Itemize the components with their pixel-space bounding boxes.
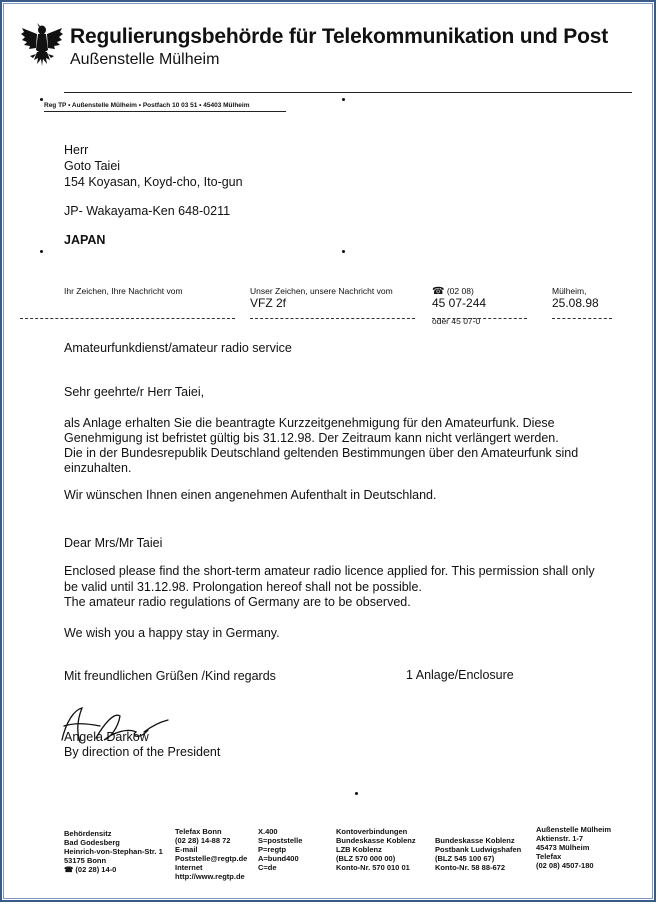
- recipient-country: JAPAN: [64, 233, 106, 247]
- recipient-city: JP- Wakayama-Ken 648-0211: [64, 204, 231, 218]
- corner-mark: [342, 98, 345, 101]
- signer-role: By direction of the President: [64, 745, 221, 759]
- recipient-street: 154 Koyasan, Koyd-cho, Ito-gun: [64, 175, 243, 189]
- phone-alternative: oder 45 07-0: [432, 316, 481, 326]
- sender-return-address: Reg TP • Außenstelle Mülheim • Postfach 10 03 51 • 45403 Mülheim: [44, 102, 250, 109]
- your-reference-label: Ihr Zeichen, Ihre Nachricht vom: [64, 286, 183, 296]
- paragraph-german-line: Die in der Bundesrepublik Deutschland geltenden Bestimmungen über den Amateurfunk sind: [64, 446, 579, 460]
- header-rule: [64, 92, 632, 93]
- wishes-german: Wir wünschen Ihnen einen angenehmen Aufenthalt in Deutschland.: [64, 488, 437, 502]
- greeting-english: Dear Mrs/Mr Taiei: [64, 536, 163, 550]
- reference-rule: [432, 318, 527, 319]
- footer-bank-accounts: Kontoverbindungen Bundeskasse Koblenz LZB Koblenz (BLZ 570 000 00) Konto-Nr. 570 010 01: [336, 827, 416, 872]
- our-reference-value: VFZ 2f: [250, 296, 287, 310]
- paragraph-english-line: The amateur radio regulations of Germany are to be observed.: [64, 595, 411, 609]
- organization-branch: Außenstelle Mülheim: [70, 51, 220, 68]
- recipient-salutation: Herr: [64, 143, 89, 157]
- federal-eagle-icon: [20, 20, 64, 68]
- paragraph-german-line: Genehmigung ist befristet gültig bis 31.12.98. Der Zeitraum kann nicht verlängert werden.: [64, 431, 559, 445]
- paragraph-english-line: be valid until 31.12.98. Prolongation hereof shall not be possible.: [64, 580, 422, 594]
- phone-extension: 45 07-244: [432, 296, 487, 310]
- recipient-name: Goto Taiei: [64, 159, 121, 173]
- footer-headquarters: Behördensitz Bad Godesberg Heinrich-von-Stephan-Str. 1 53175 Bonn ☎ (02 28) 14-0: [64, 829, 163, 874]
- footer-fax-email: Telefax Bonn (02 28) 14-88 72 E-mail Poststelle@regtp.de Internet http://www.regtp.de: [175, 827, 248, 881]
- reference-rule: [552, 318, 612, 319]
- wishes-english: We wish you a happy stay in Germany.: [64, 626, 280, 640]
- footer-branch-office: Außenstelle Mülheim Aktienstr. 1-7 45473 Mülheim Telefax (02 08) 4507-180: [536, 825, 612, 870]
- signer-name: Angela Darkow: [64, 730, 149, 744]
- corner-mark: [40, 98, 43, 101]
- reference-rule: [20, 318, 235, 319]
- footer-postbank: Bundeskasse Koblenz Postbank Ludwigshafen (BLZ 545 100 67) Konto-Nr. 58 88-672: [435, 836, 522, 872]
- paragraph-english-line: Enclosed please find the short-term amateur radio licence applied for. This permission shall only: [64, 564, 595, 578]
- greeting-german: Sehr geehrte/r Herr Taiei,: [64, 385, 205, 399]
- enclosure-note: 1 Anlage/Enclosure: [406, 668, 514, 682]
- our-reference-label: Unser Zeichen, unsere Nachricht vom: [250, 286, 393, 296]
- footer-x400: X.400 S=poststelle P=regtp A=bund400 C=de: [258, 827, 303, 872]
- corner-mark: [40, 250, 43, 253]
- paragraph-german-line: als Anlage erhalten Sie die beantragte Kurzzeitgenehmigung für den Amateurfunk. Diese: [64, 416, 555, 430]
- organization-name: Regulierungsbehörde für Telekommunikation und Post: [70, 25, 608, 48]
- letter-date: 25.08.98: [552, 296, 599, 310]
- corner-mark: [342, 250, 345, 253]
- place-label: Mülheim,: [552, 286, 587, 296]
- paragraph-german-line: einzuhalten.: [64, 461, 132, 475]
- reference-rule: [250, 318, 415, 319]
- sender-underline: [44, 111, 286, 112]
- subject-line: Amateurfunkdienst/amateur radio service: [64, 341, 292, 355]
- closing-formula: Mit freundlichen Grüßen /Kind regards: [64, 669, 276, 683]
- phone-area-code: (02 08): [446, 286, 474, 296]
- telephone-icon: ☎: [432, 286, 445, 297]
- fold-mark: [355, 792, 358, 795]
